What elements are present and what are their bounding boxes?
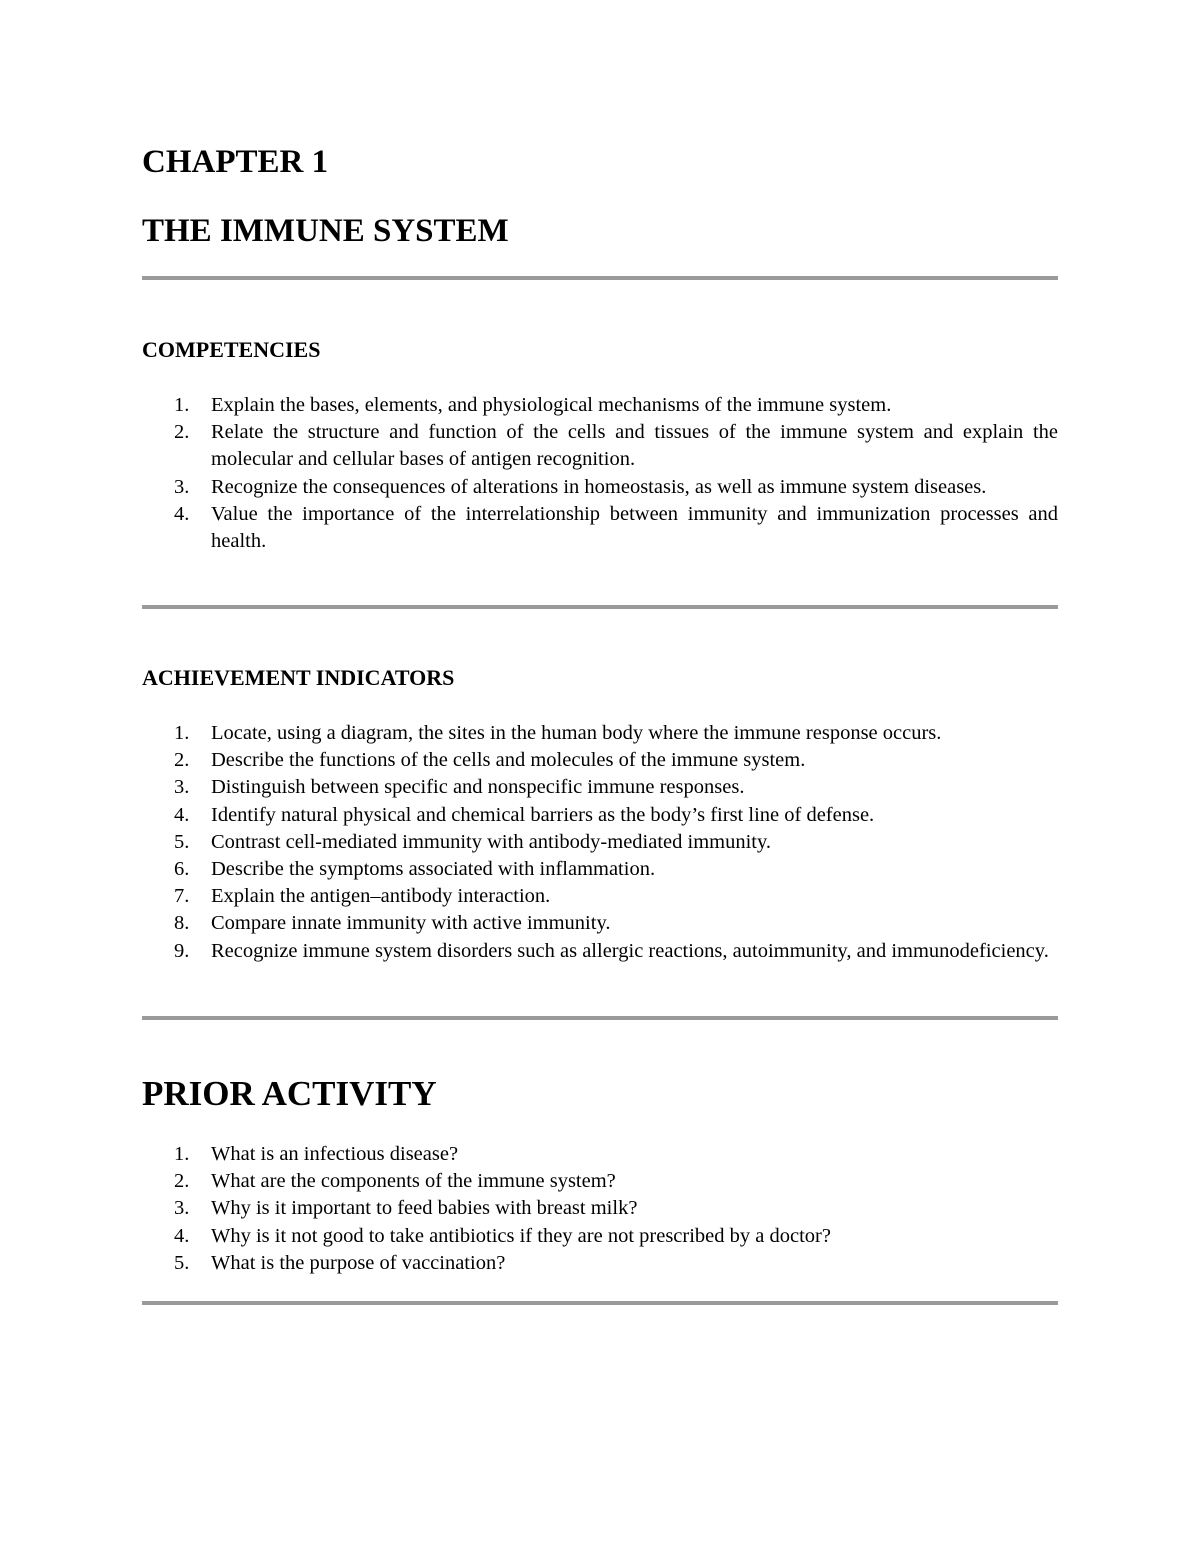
list-item: 4. Identify natural physical and chemical barriers as the body’s first line of defense. <box>174 803 875 826</box>
section-divider <box>142 276 1058 280</box>
list-item: 4. Why is it not good to take antibiotics if they are not prescribed by a doctor? <box>174 1224 831 1247</box>
competencies-list <box>142 392 1058 555</box>
list-item: 1. Locate, using a diagram, the sites in the human body where the immune response occurs. <box>174 722 942 744</box>
list-item: 8. Compare innate immunity with active immunity. <box>174 912 611 935</box>
list-item: 5. What is the purpose of vaccination? <box>174 1251 506 1274</box>
achievement-indicators-list <box>142 720 1058 965</box>
list-item: 3. Recognize the consequences of alterations in homeostasis, as well as immune system diseases. <box>174 475 987 498</box>
section-divider <box>142 1301 1058 1305</box>
list-item: 2. Describe the functions of the cells and molecules of the immune system. <box>174 749 806 772</box>
list-item: 3. Distinguish between specific and nonspecific immune responses. <box>174 776 745 799</box>
list-item: 5. Contrast cell-mediated immunity with antibody-mediated immunity. <box>174 830 772 853</box>
chapter-title: THE IMMUNE SYSTEM <box>142 213 509 249</box>
list-item: 6. Describe the symptoms associated with inflammation. <box>174 858 656 881</box>
list-item: 2. Relate the structure and function of the cells and tissues of the immune system and explain the molecular and cellular bases of antigen recognition. <box>174 421 1058 471</box>
list-item: 1. Explain the bases, elements, and physiological mechanisms of the immune system. <box>174 394 892 416</box>
section-divider <box>142 1016 1058 1020</box>
list-item: 1. What is an infectious disease? <box>174 1143 459 1165</box>
prior-activity-heading: PRIOR ACTIVITY <box>142 1074 437 1113</box>
list-item: 3. Why is it important to feed babies with breast milk? <box>174 1197 638 1220</box>
list-item: 4. Value the importance of the interrelationship between immunity and immunization processes and health. <box>174 502 1058 553</box>
competencies-heading: COMPETENCIES <box>142 337 321 362</box>
chapter-label: CHAPTER 1 <box>142 144 329 180</box>
list-item: 9. Recognize immune system disorders such as allergic reactions, autoimmunity, and immunodeficiency. <box>174 939 1049 962</box>
prior-activity-list <box>142 1141 1058 1277</box>
section-divider <box>142 605 1058 609</box>
list-item: 7. Explain the antigen–antibody interaction. <box>174 885 551 908</box>
achievement-indicators-heading: ACHIEVEMENT INDICATORS <box>142 665 455 690</box>
list-item: 2. What are the components of the immune system? <box>174 1170 616 1193</box>
